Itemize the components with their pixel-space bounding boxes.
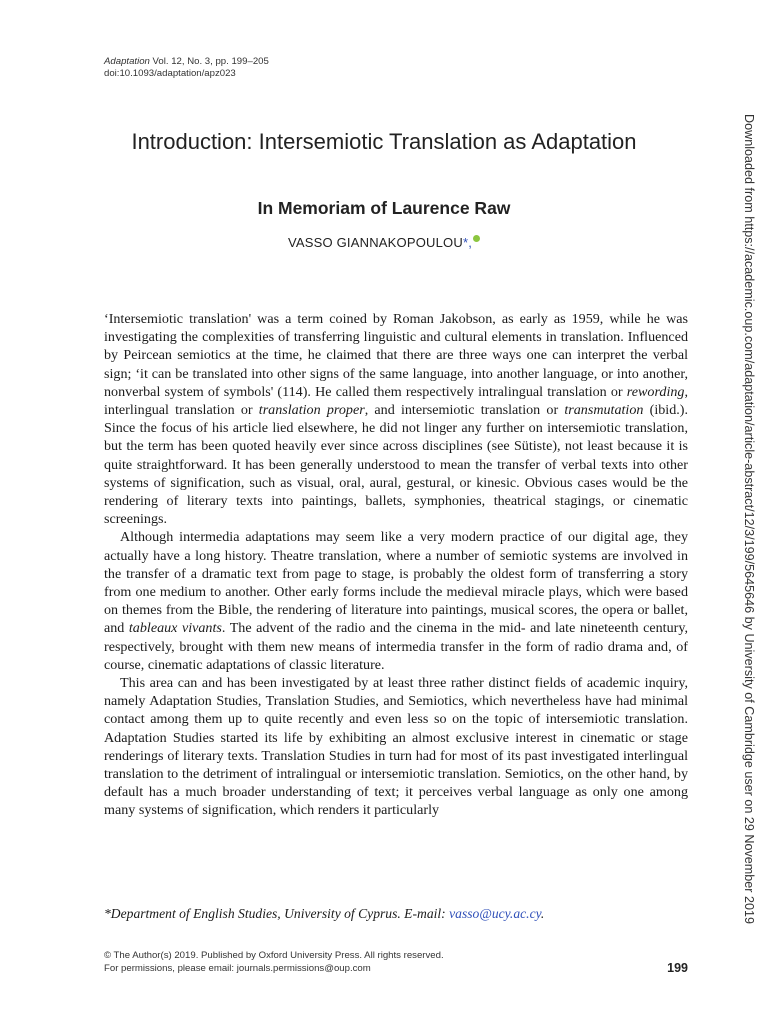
author-footnote (104, 905, 688, 923)
paragraph-text: (ibid.). Since the focus of his article lied elsewhere, he did not linger any further on intersemiotic translation, but the term has been quoted heavily ever since across disciplines (see Sütiste), not least because it is quite straightforward. It has been generally understood to mean the transfer of verbal texts into other systems of signification, such as visual, oral, aural, gestural, or kinesic. Obvious cases would be the rendering of literary texts into paintings, ballets, symphonies, theatrical stagings, or cinematic screenings. (104, 402, 688, 528)
footnote-end: . (540, 906, 545, 921)
page-footer (104, 950, 444, 975)
doi[interactable]: doi:10.1093/adaptation/apz023 (104, 68, 236, 79)
article-title: Introduction: Intersemiotic Translation as Adaptation (131, 129, 637, 154)
download-sidebar (741, 114, 757, 924)
italic-term: transmutation (564, 402, 644, 419)
paragraph-text: , and intersemiotic translation or (364, 402, 565, 419)
article-subtitle: In Memoriam of Laurence Raw (257, 198, 511, 218)
email-link[interactable]: vasso@ucy.ac.cy (449, 906, 541, 921)
footnote-text: *Department of English Studies, University of Cyprus. E-mail: (104, 906, 450, 921)
paragraph-text: ‘Intersemiotic translation' was a term coined by Roman Jakobson, as early as 1959, while he was investigating the complexities of transferring linguistic and cultural elements in translation. Influenced by Peircean semiotics at the time, he claimed that there are three ways one can interpret the verbal sign; ‘it can be translated into other signs of the same language, into another language, or into another, nonverbal system of symbols' (114). He called them respectively intralingual translation or (104, 311, 688, 400)
italic-term: rewording (626, 383, 685, 400)
author-footnote-marker[interactable]: *, (462, 235, 473, 250)
author-line (104, 234, 664, 252)
journal-name: Adaptation (104, 56, 150, 67)
journal-header (104, 56, 269, 80)
citation-line (104, 56, 269, 68)
paragraph-text: Although intermedia adaptations may seem like a very modern practice of our digital age, they actually have a long history. Theatre translation, where a number of semiotic systems are involved in the transfer of a dramatic text from page to stage, is probably the oldest form of transferring a story from one medium to another. Other early forms include the medieval miracle plays, which were based on themes from the Bible, the rendering of literature into paintings, musical scores, the opera or ballet, and (104, 529, 688, 637)
page-number: 199 (667, 961, 688, 975)
italic-term: translation proper (258, 402, 365, 419)
orcid-icon[interactable] (473, 235, 480, 242)
download-note: Downloaded from https://academic.oup.com/adaptation/article-abstract/12/3/199/5645646 by University of Cambridge user on 29 November 2019 (742, 114, 756, 924)
article-body (104, 310, 688, 820)
permissions-line: For permissions, please email: journals.permissions@oup.com (104, 962, 371, 974)
paragraph-1 (104, 310, 688, 528)
copyright-line: © The Author(s) 2019. Published by Oxford University Press. All rights reserved. (104, 950, 444, 961)
paragraph-3: This area can and has been investigated by at least three rather distinct fields of academic inquiry, namely Adaptation Studies, Translation Studies, and Semiotics, which nevertheless have had minimal contact among them up to quite recently and even less so on the topic of intersemiotic translation. Adaptation Studies started its life by exhibiting an almost exclusive interest in cinematic or stage renderings of literary texts. Translation Studies in turn had for most of its past investigated interlingual translation to the detriment of intralingual or intersemiotic translation. Semiotics, on the other hand, by default has a much broader understanding of text; it perceives verbal language as only one among many systems of signification, which renders it particularly (104, 675, 688, 819)
italic-term: tableaux vivants (128, 620, 222, 637)
paragraph-text: . The advent of the radio and the cinema in the mid- and late nineteenth century, respectively, brought with them new means of intermedia transfer in the form of radio drama and, of course, cinematic adaptations of classic literature. (104, 620, 688, 673)
paragraph-text: , interlingual translation or (104, 383, 688, 419)
volume-info: Vol. 12, No. 3, pp. 199–205 (149, 56, 269, 67)
author-name: VASSO GIANNAKOPOULOU (287, 235, 463, 250)
paragraph-2 (104, 528, 688, 674)
